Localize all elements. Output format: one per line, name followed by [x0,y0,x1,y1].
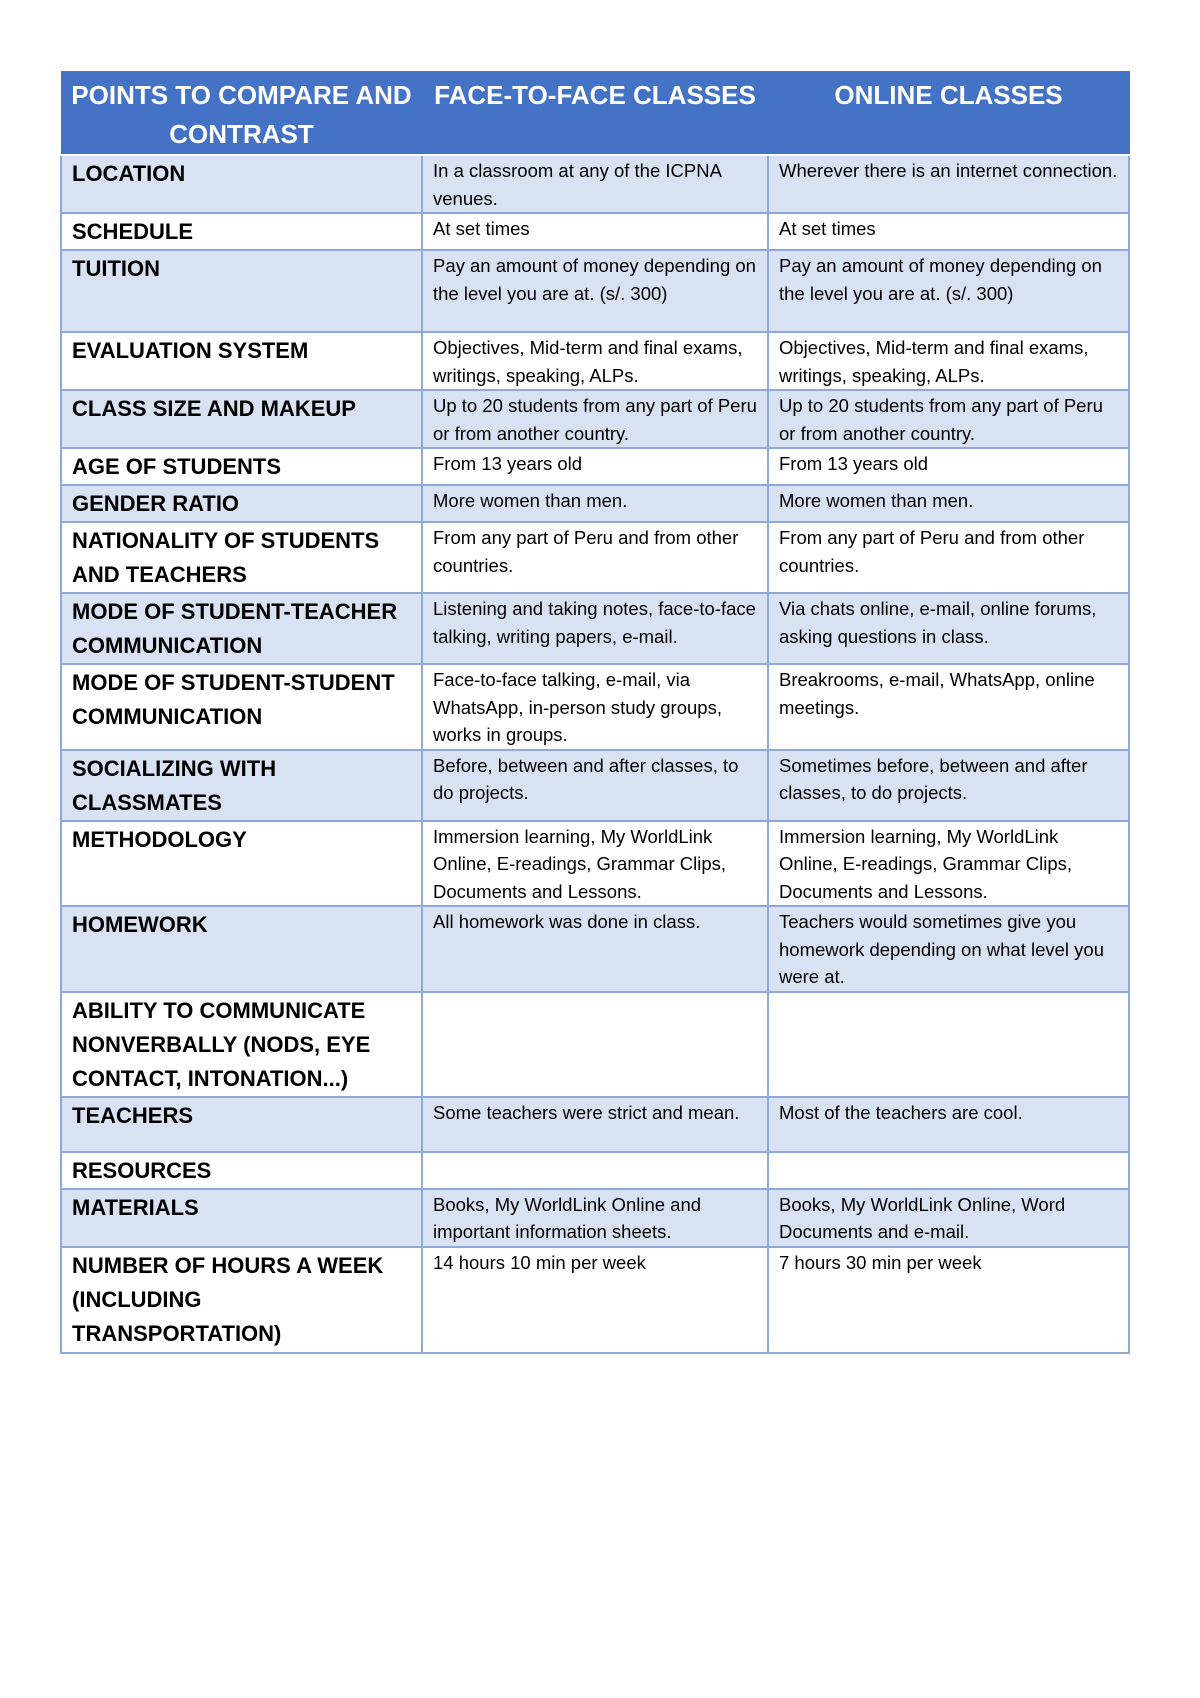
face-to-face-cell: From 13 years old [422,448,768,485]
row-point-label: MODE OF STUDENT-STUDENT COMMUNICATION [61,664,422,750]
table-row [61,664,1129,750]
header-points: POINTS TO COMPARE AND CONTRAST [61,72,422,156]
face-to-face-cell: Pay an amount of money depending on the level you are at. (s/. 300) [422,250,768,332]
row-point-label: EVALUATION SYSTEM [61,332,422,390]
table-row [61,1189,1129,1247]
header-row [61,72,1129,156]
header-online: ONLINE CLASSES [768,72,1129,156]
table-row [61,250,1129,332]
table-row [61,1152,1129,1189]
table-row [61,213,1129,250]
row-point-label: HOMEWORK [61,906,422,992]
row-point-label: GENDER RATIO [61,485,422,522]
online-cell: Pay an amount of money depending on the level you are at. (s/. 300) [768,250,1129,332]
online-cell: Breakrooms, e-mail, WhatsApp, online meetings. [768,664,1129,750]
row-point-label: NATIONALITY OF STUDENTS AND TEACHERS [61,522,422,593]
face-to-face-cell: More women than men. [422,485,768,522]
row-point-label: MATERIALS [61,1189,422,1247]
online-cell: Sometimes before, between and after classes, to do projects. [768,750,1129,821]
row-point-label: TUITION [61,250,422,332]
row-point-label: SCHEDULE [61,213,422,250]
table-row [61,992,1129,1097]
online-cell: From 13 years old [768,448,1129,485]
online-cell [768,992,1129,1097]
row-point-label: CLASS SIZE AND MAKEUP [61,390,422,448]
face-to-face-cell [422,992,768,1097]
online-cell: 7 hours 30 min per week [768,1247,1129,1353]
online-cell: Via chats online, e-mail, online forums, asking questions in class. [768,593,1129,664]
face-to-face-cell: Immersion learning, My WorldLink Online, E-readings, Grammar Clips, Documents and Lessons. [422,821,768,907]
table-row [61,821,1129,907]
table-row [61,332,1129,390]
row-point-label: METHODOLOGY [61,821,422,907]
table-row [61,750,1129,821]
row-point-label: TEACHERS [61,1097,422,1152]
table-row [61,448,1129,485]
row-point-label: MODE OF STUDENT-TEACHER COMMUNICATION [61,593,422,664]
table-row [61,390,1129,448]
row-point-label: ABILITY TO COMMUNICATE NONVERBALLY (NODS, EYE CONTACT, INTONATION...) [61,992,422,1097]
row-point-label: NUMBER OF HOURS A WEEK (INCLUDING TRANSPORTATION) [61,1247,422,1353]
online-cell: More women than men. [768,485,1129,522]
comparison-table [60,71,1130,1354]
face-to-face-cell: 14 hours 10 min per week [422,1247,768,1353]
online-cell [768,1152,1129,1189]
face-to-face-cell: Books, My WorldLink Online and important information sheets. [422,1189,768,1247]
table-row [61,155,1129,213]
online-cell: Immersion learning, My WorldLink Online, E-readings, Grammar Clips, Documents and Lessons. [768,821,1129,907]
face-to-face-cell: Some teachers were strict and mean. [422,1097,768,1152]
online-cell: Most of the teachers are cool. [768,1097,1129,1152]
table-row [61,485,1129,522]
row-point-label: LOCATION [61,155,422,213]
table-row [61,1247,1129,1353]
face-to-face-cell: Up to 20 students from any part of Peru or from another country. [422,390,768,448]
online-cell: Wherever there is an internet connection. [768,155,1129,213]
online-cell: From any part of Peru and from other countries. [768,522,1129,593]
table-row [61,593,1129,664]
face-to-face-cell [422,1152,768,1189]
row-point-label: RESOURCES [61,1152,422,1189]
header-face-to-face: FACE-TO-FACE CLASSES [422,72,768,156]
face-to-face-cell: Listening and taking notes, face-to-face talking, writing papers, e-mail. [422,593,768,664]
face-to-face-cell: Objectives, Mid-term and final exams, writings, speaking, ALPs. [422,332,768,390]
online-cell: Up to 20 students from any part of Peru or from another country. [768,390,1129,448]
online-cell: Objectives, Mid-term and final exams, writings, speaking, ALPs. [768,332,1129,390]
table-row [61,1097,1129,1152]
face-to-face-cell: At set times [422,213,768,250]
row-point-label: SOCIALIZING WITH CLASSMATES [61,750,422,821]
online-cell: At set times [768,213,1129,250]
face-to-face-cell: All homework was done in class. [422,906,768,992]
face-to-face-cell: In a classroom at any of the ICPNA venues. [422,155,768,213]
face-to-face-cell: From any part of Peru and from other countries. [422,522,768,593]
table-row [61,906,1129,992]
table-row [61,522,1129,593]
face-to-face-cell: Face-to-face talking, e-mail, via WhatsApp, in-person study groups, works in groups. [422,664,768,750]
row-point-label: AGE OF STUDENTS [61,448,422,485]
face-to-face-cell: Before, between and after classes, to do projects. [422,750,768,821]
online-cell: Teachers would sometimes give you homework depending on what level you were at. [768,906,1129,992]
online-cell: Books, My WorldLink Online, Word Documents and e-mail. [768,1189,1129,1247]
